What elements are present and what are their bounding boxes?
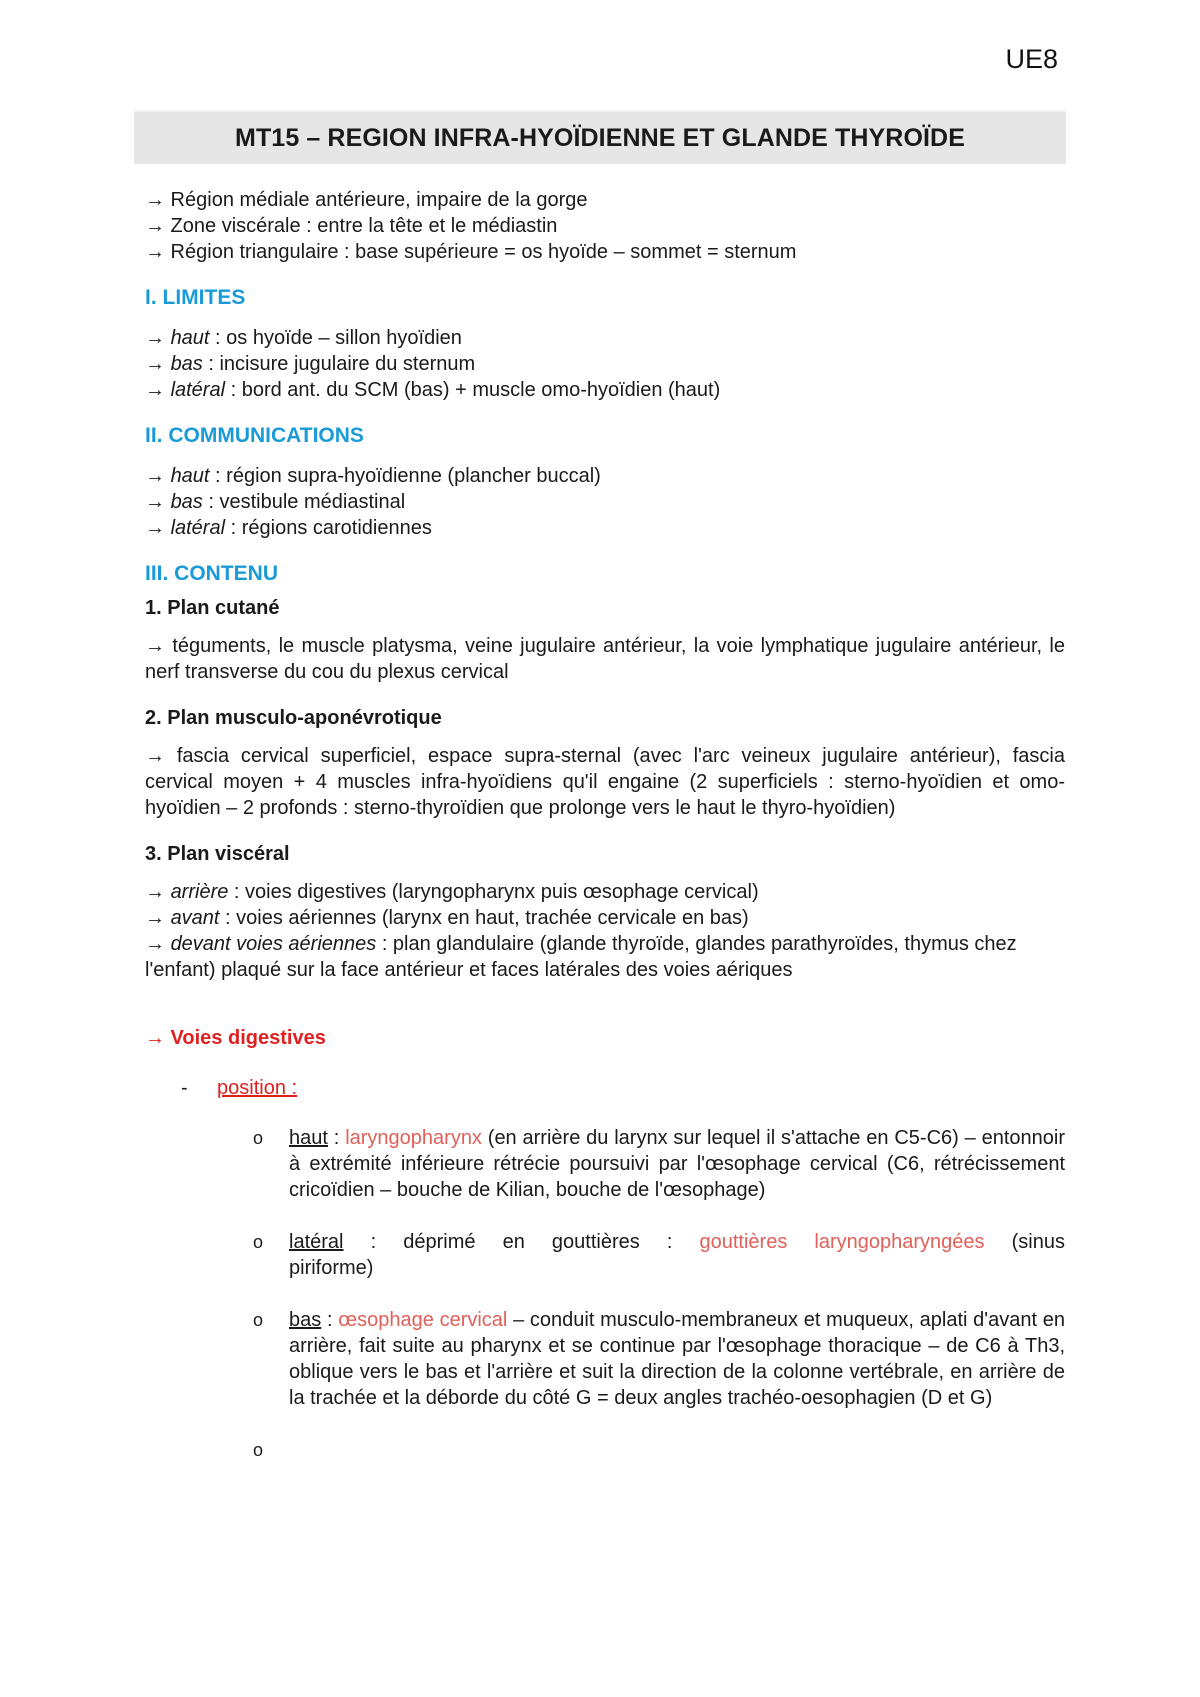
arrow: → — [145, 933, 171, 955]
section-heading-communications: II. COMMUNICATIONS — [145, 424, 364, 447]
plan-cutane-text: → téguments, le muscle platysma, veine jugulaire antérieur, la voie lymphatique jugulaire antérieur, le nerf transverse du cou du plexus cervical — [145, 635, 1065, 683]
visceral-item — [145, 879, 1065, 905]
document-title — [134, 110, 1066, 164]
comm-term: haut — [170, 465, 210, 487]
plan-visceral-list — [145, 879, 1065, 983]
bullet-text — [289, 1125, 1065, 1203]
bullet-text — [289, 1307, 1065, 1411]
comm-text: : vestibule médiastinal — [202, 491, 406, 513]
limites-list — [145, 325, 1065, 403]
bullet-sep: : déprimé en gouttières : — [343, 1231, 700, 1253]
plan-musculo-text: → fascia cervical superficiel, espace supra-sternal (avec l'arc veineux jugulaire antérieur), fascia cervical moyen + 4 muscles infra-hyoïdiens qu'il engaine (2 superficiels : sterno-hyoïdien et omo-hyoïdien – 2 profonds : sterno-thyroïdien que prolonge vers le haut le thyro-hyoïdien) — [145, 745, 1065, 819]
bullet-term: latéral — [289, 1231, 344, 1253]
intro-line: → Région médiale antérieure, impaire de la gorge — [145, 189, 588, 211]
limit-text: : bord ant. du SCM (bas) + muscle omo-hyoïdien (haut) — [225, 379, 721, 401]
limit-text: : os hyoïde – sillon hyoïdien — [209, 327, 462, 349]
bullet-marker: o — [253, 1440, 264, 1460]
communications-list — [145, 463, 1065, 541]
intro-block — [145, 187, 1065, 265]
limit-text: : incisure jugulaire du sternum — [202, 353, 476, 375]
communications-item — [145, 515, 1065, 541]
bullet-marker: o — [253, 1310, 264, 1330]
section-heading-limites: I. LIMITES — [145, 286, 246, 309]
bullet-text-empty — [289, 1437, 1065, 1463]
visceral-text: : voies digestives (laryngopharynx puis œsophage cervical) — [228, 881, 759, 903]
limites-item — [145, 351, 1065, 377]
bullet-item-bas — [253, 1307, 1065, 1411]
bullet-sep: : — [321, 1309, 339, 1331]
arrow: → — [145, 353, 171, 375]
arrow: → — [145, 327, 171, 349]
visceral-text: : voies aériennes (larynx en haut, trachée cervicale en bas) — [219, 907, 749, 929]
intro-line: → Zone viscérale : entre la tête et le médiastin — [145, 215, 558, 237]
visceral-item — [145, 905, 1065, 931]
bullet-item-haut — [253, 1125, 1065, 1203]
limit-term: bas — [170, 353, 203, 375]
comm-text: : région supra-hyoïdienne (plancher buccal) — [209, 465, 601, 487]
communications-item — [145, 489, 1065, 515]
bullet-text — [289, 1229, 1065, 1281]
plan-musculo-title: 2. Plan musculo-aponévrotique — [145, 707, 442, 729]
dash-marker: - — [181, 1077, 188, 1099]
bullet-item-lateral — [253, 1229, 1065, 1281]
plan-cutane-title: 1. Plan cutané — [145, 597, 280, 619]
bullet-marker: o — [253, 1128, 264, 1148]
limites-item — [145, 377, 1065, 403]
comm-text: : régions carotidiennes — [225, 517, 432, 539]
arrow: → — [145, 881, 171, 903]
document-title-text: MT15 – REGION INFRA-HYOÏDIENNE ET GLANDE THYROÏDE — [235, 123, 965, 152]
bullet-item-empty — [253, 1437, 1065, 1463]
limit-term: latéral — [170, 379, 226, 401]
arrow: → — [145, 517, 171, 539]
bullet-highlight: gouttières laryngopharyngées — [699, 1231, 985, 1253]
communications-item — [145, 463, 1065, 489]
comm-term: latéral — [170, 517, 226, 539]
section-heading-contenu: III. CONTENU — [145, 562, 279, 585]
arrow: → — [145, 379, 171, 401]
voies-digestives-heading: → Voies digestives — [145, 1027, 326, 1049]
position-list-item — [181, 1075, 1065, 1101]
arrow: → — [145, 491, 171, 513]
limit-term: haut — [170, 327, 210, 349]
visceral-term: avant — [170, 907, 220, 929]
visceral-text: : plan glandulaire (glande thyroïde, glandes parathyroïdes, thymus chez l'enfant) plaqué sur la face antérieur et faces latérales des voies aériques — [145, 933, 1017, 981]
bullet-term: haut — [289, 1127, 328, 1149]
document-body — [145, 187, 1065, 1489]
visceral-term: devant voies aériennes — [170, 933, 377, 955]
header-label: UE8 — [1005, 44, 1058, 74]
bullet-term: bas — [289, 1309, 322, 1331]
limites-item — [145, 325, 1065, 351]
arrow: → — [145, 907, 171, 929]
bullet-highlight: laryngopharynx — [345, 1127, 482, 1149]
intro-line: → Région triangulaire : base supérieure = os hyoïde – sommet = sternum — [145, 241, 797, 263]
plan-visceral-title: 3. Plan viscéral — [145, 843, 290, 865]
bullet-desc: (en arrière du larynx sur lequel il s'attache en C5-C6) – entonnoir à extrémité inférieure rétrécie poursuivi par l'œsophage cervical (C6, rétrécissement cricoïdien – bouche de Kilian, bouche de l'œsophage) — [289, 1127, 1066, 1201]
visceral-term: arrière — [170, 881, 229, 903]
bullet-highlight: œsophage cervical — [338, 1309, 508, 1331]
bullet-desc: (sinus piriforme) — [289, 1231, 1065, 1279]
bullet-sep: : — [327, 1127, 346, 1149]
comm-term: bas — [170, 491, 203, 513]
arrow: → — [145, 465, 171, 487]
position-label: position : — [217, 1077, 298, 1099]
visceral-item — [145, 931, 1065, 983]
bullet-desc: – conduit musculo-membraneux et muqueux, aplati d'avant en arrière, fait suite au pharynx et se continue par l'œsophage thoracique – de C6 à Th3, oblique vers le bas et l'arrière et suit la direction de la colonne vertébrale, en arrière de la trachée et la déborde du côté G = deux angles trachéo-oesophagien (D et G) — [289, 1309, 1066, 1409]
bullet-marker: o — [253, 1232, 264, 1252]
